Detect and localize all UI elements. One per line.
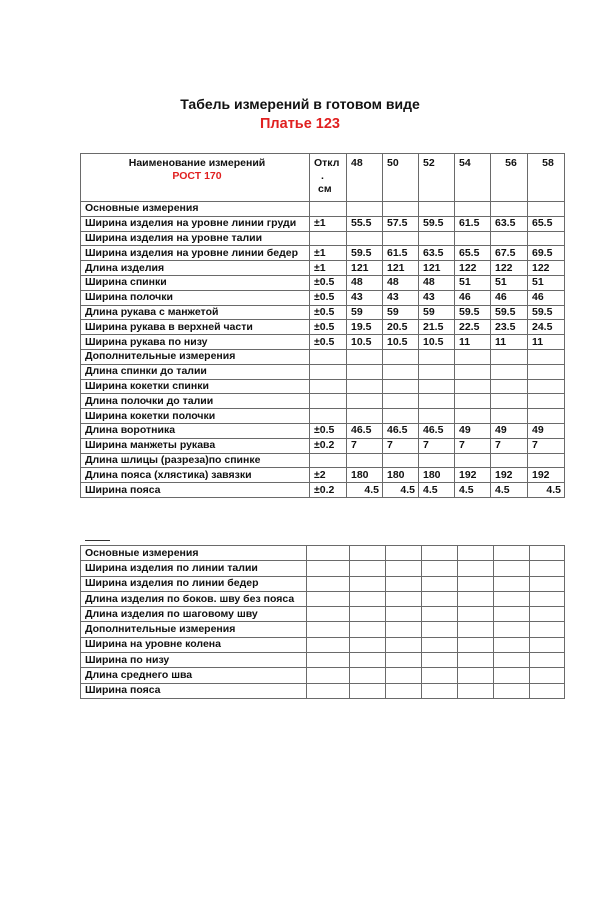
- tolerance-unit: см: [318, 183, 332, 195]
- value-cell: [419, 379, 455, 394]
- value-cell: 11: [455, 335, 491, 350]
- empty-cell: [530, 591, 565, 606]
- empty-cell: [422, 683, 458, 698]
- value-cell: [383, 394, 419, 409]
- value-cell: 46: [491, 290, 528, 305]
- value-cell: 46.5: [347, 423, 383, 438]
- empty-cell: [386, 653, 422, 668]
- empty-cell: [458, 637, 494, 652]
- value-cell: [491, 453, 528, 468]
- empty-cell: [386, 576, 422, 591]
- measurement-name: Ширина манжеты рукава: [81, 438, 310, 453]
- value-cell: [455, 394, 491, 409]
- empty-cell: [530, 607, 565, 622]
- value-cell: 7: [491, 438, 528, 453]
- measurement-name: Ширина полочки: [81, 290, 310, 305]
- value-cell: [347, 394, 383, 409]
- measurement-name: Дополнительные измерения: [81, 349, 310, 364]
- value-cell: [383, 409, 419, 424]
- value-cell: [347, 453, 383, 468]
- empty-cell: [530, 622, 565, 637]
- empty-cell: [386, 637, 422, 652]
- value-cell: 49: [528, 423, 565, 438]
- value-cell: [455, 231, 491, 246]
- table-row: [81, 320, 565, 335]
- empty-cell: [530, 683, 565, 698]
- value-cell: 192: [528, 468, 565, 483]
- empty-cell: [494, 546, 530, 561]
- value-cell: [528, 349, 565, 364]
- value-cell: 4.5: [528, 483, 565, 498]
- value-cell: 122: [455, 261, 491, 276]
- value-cell: 21.5: [419, 320, 455, 335]
- value-cell: [455, 202, 491, 217]
- value-cell: [419, 231, 455, 246]
- size-header-48: 48: [347, 154, 383, 202]
- tolerance-cell: ±0.5: [310, 290, 347, 305]
- value-cell: 59.5: [528, 305, 565, 320]
- measurement-name: Ширина изделия на уровне линии груди: [81, 216, 310, 231]
- table-row: [81, 261, 565, 276]
- tolerance-cell: ±0.5: [310, 305, 347, 320]
- value-cell: 59.5: [491, 305, 528, 320]
- measurement-name: Длина пояса (хлястика) завязки: [81, 468, 310, 483]
- empty-cell: [458, 576, 494, 591]
- empty-cell: [494, 561, 530, 576]
- value-cell: 49: [491, 423, 528, 438]
- value-cell: 180: [419, 468, 455, 483]
- value-cell: 121: [383, 261, 419, 276]
- table-row: [81, 409, 565, 424]
- value-cell: 55.5: [347, 216, 383, 231]
- value-cell: 20.5: [383, 320, 419, 335]
- tolerance-cell: [310, 231, 347, 246]
- tolerance-cell: [310, 379, 347, 394]
- empty-cell: [422, 591, 458, 606]
- size-header-58: 58: [528, 154, 565, 202]
- measurement-name: Ширина рукава в верхней части: [81, 320, 310, 335]
- tolerance-cell: ±1: [310, 246, 347, 261]
- value-cell: 121: [419, 261, 455, 276]
- table-row: [81, 438, 565, 453]
- empty-cell: [458, 622, 494, 637]
- value-cell: 51: [455, 275, 491, 290]
- tolerance-cell: ±1: [310, 216, 347, 231]
- tolerance-cell: ±0.5: [310, 335, 347, 350]
- tolerance-cell: ±0.5: [310, 423, 347, 438]
- tolerance-dot: .: [321, 170, 324, 182]
- table-row: [81, 305, 565, 320]
- value-cell: 51: [491, 275, 528, 290]
- empty-cell: [530, 576, 565, 591]
- measurement-name: Основные измерения: [81, 202, 310, 217]
- tolerance-cell: [310, 202, 347, 217]
- document-title: Табель измерений в готовом виде: [180, 96, 420, 112]
- measurement-name: Ширина изделия по линии бедер: [81, 576, 307, 591]
- value-cell: 63.5: [491, 216, 528, 231]
- empty-cell: [458, 668, 494, 683]
- empty-cell: [458, 546, 494, 561]
- empty-cell: [422, 546, 458, 561]
- measurement-name: Ширина кокетки полочки: [81, 409, 310, 424]
- value-cell: [347, 349, 383, 364]
- empty-cell: [422, 653, 458, 668]
- value-cell: [528, 409, 565, 424]
- measurement-name: Длина изделия: [81, 261, 310, 276]
- empty-cell: [350, 622, 386, 637]
- value-cell: [347, 379, 383, 394]
- empty-cell: [530, 637, 565, 652]
- table-row: [81, 622, 565, 637]
- value-cell: 65.5: [455, 246, 491, 261]
- measurement-name: Ширина изделия на уровне линии бедер: [81, 246, 310, 261]
- value-cell: 51: [528, 275, 565, 290]
- empty-cell: [386, 561, 422, 576]
- name-label: Наименование измерений: [128, 157, 266, 169]
- empty-cell: [530, 668, 565, 683]
- value-cell: 46: [528, 290, 565, 305]
- empty-cell: [307, 653, 350, 668]
- empty-cell: [307, 591, 350, 606]
- tolerance-cell: ±0.5: [310, 320, 347, 335]
- value-cell: [455, 453, 491, 468]
- empty-cell: [350, 546, 386, 561]
- table-row: [81, 290, 565, 305]
- value-cell: 7: [528, 438, 565, 453]
- empty-cell: [350, 683, 386, 698]
- value-cell: [528, 379, 565, 394]
- value-cell: [383, 453, 419, 468]
- empty-cell: [350, 653, 386, 668]
- value-cell: 4.5: [347, 483, 383, 498]
- value-cell: [455, 409, 491, 424]
- tolerance-cell: ±2: [310, 468, 347, 483]
- empty-cell: [307, 546, 350, 561]
- table-row: [81, 349, 565, 364]
- measurement-name: Ширина по низу: [81, 653, 307, 668]
- table-row: [81, 607, 565, 622]
- measurement-name: Ширина пояса: [81, 683, 307, 698]
- value-cell: [419, 349, 455, 364]
- value-cell: 61.5: [455, 216, 491, 231]
- empty-cell: [458, 591, 494, 606]
- value-cell: 59: [383, 305, 419, 320]
- value-cell: [491, 409, 528, 424]
- tolerance-cell: ±0.5: [310, 275, 347, 290]
- empty-cell: [386, 546, 422, 561]
- value-cell: [383, 231, 419, 246]
- size-header-54: 54: [455, 154, 491, 202]
- value-cell: 65.5: [528, 216, 565, 231]
- value-cell: 7: [455, 438, 491, 453]
- empty-cell: [458, 653, 494, 668]
- value-cell: 122: [491, 261, 528, 276]
- value-cell: 22.5: [455, 320, 491, 335]
- value-cell: [528, 364, 565, 379]
- table-row: [81, 468, 565, 483]
- table-row: [81, 216, 565, 231]
- value-cell: [419, 409, 455, 424]
- measurements-table: [80, 153, 565, 498]
- measurement-name: Длина рукава с манжетой: [81, 305, 310, 320]
- empty-cell: [350, 637, 386, 652]
- value-cell: 48: [383, 275, 419, 290]
- table-row: [81, 275, 565, 290]
- value-cell: 43: [383, 290, 419, 305]
- value-cell: [491, 231, 528, 246]
- value-cell: 59.5: [455, 305, 491, 320]
- value-cell: [383, 349, 419, 364]
- table-row: [81, 394, 565, 409]
- table-row: [81, 576, 565, 591]
- value-cell: 7: [419, 438, 455, 453]
- value-cell: 43: [419, 290, 455, 305]
- table-header-row: [81, 154, 565, 202]
- empty-cell: [494, 607, 530, 622]
- measurement-name: Длина среднего шва: [81, 668, 307, 683]
- measurement-name: Ширина изделия на уровне талии: [81, 231, 310, 246]
- empty-cell: [307, 607, 350, 622]
- measurement-name: Длина спинки до талии: [81, 364, 310, 379]
- empty-cell: [494, 622, 530, 637]
- value-cell: 46: [455, 290, 491, 305]
- tolerance-label: Откл: [314, 157, 340, 169]
- measurement-name: Длина изделия по шаговому шву: [81, 607, 307, 622]
- tolerance-cell: [310, 409, 347, 424]
- table-row: [81, 668, 565, 683]
- value-cell: 46.5: [383, 423, 419, 438]
- measurement-name: Длина воротника: [81, 423, 310, 438]
- value-cell: 180: [383, 468, 419, 483]
- table-row: [81, 653, 565, 668]
- value-cell: 10.5: [419, 335, 455, 350]
- empty-cell: [494, 653, 530, 668]
- tolerance-column-header: [310, 154, 347, 202]
- empty-cell: [422, 637, 458, 652]
- table-row: [81, 379, 565, 394]
- empty-cell: [307, 576, 350, 591]
- empty-cell: [307, 622, 350, 637]
- value-cell: 59.5: [347, 246, 383, 261]
- empty-cell: [422, 576, 458, 591]
- empty-cell: [386, 607, 422, 622]
- value-cell: 57.5: [383, 216, 419, 231]
- tolerance-cell: ±0.2: [310, 483, 347, 498]
- value-cell: [383, 202, 419, 217]
- table-row: [81, 335, 565, 350]
- name-column-header: [81, 154, 310, 202]
- value-cell: [491, 364, 528, 379]
- value-cell: [528, 202, 565, 217]
- empty-cell: [422, 607, 458, 622]
- value-cell: 59: [419, 305, 455, 320]
- tolerance-cell: ±1: [310, 261, 347, 276]
- value-cell: 59.5: [419, 216, 455, 231]
- measurement-name: Ширина кокетки спинки: [81, 379, 310, 394]
- value-cell: 69.5: [528, 246, 565, 261]
- empty-cell: [494, 637, 530, 652]
- size-header-56: 56: [491, 154, 528, 202]
- measurement-name: Длина шлицы (разреза)по спинке: [81, 453, 310, 468]
- value-cell: [419, 394, 455, 409]
- table-row: [81, 591, 565, 606]
- empty-cell: [386, 668, 422, 683]
- value-cell: 192: [491, 468, 528, 483]
- value-cell: 59: [347, 305, 383, 320]
- value-cell: 24.5: [528, 320, 565, 335]
- empty-cell: [307, 668, 350, 683]
- value-cell: [491, 349, 528, 364]
- value-cell: 11: [491, 335, 528, 350]
- table-row: [81, 546, 565, 561]
- measurement-name: Ширина на уровне колена: [81, 637, 307, 652]
- table-row: [81, 202, 565, 217]
- empty-cell: [350, 591, 386, 606]
- value-cell: 19.5: [347, 320, 383, 335]
- measurement-name: Основные измерения: [81, 546, 307, 561]
- value-cell: [383, 379, 419, 394]
- value-cell: 121: [347, 261, 383, 276]
- empty-cell: [530, 546, 565, 561]
- table-row: [81, 561, 565, 576]
- empty-cell: [530, 653, 565, 668]
- table-row: [81, 637, 565, 652]
- value-cell: 48: [347, 275, 383, 290]
- tolerance-cell: [310, 394, 347, 409]
- value-cell: 4.5: [491, 483, 528, 498]
- measurement-name: Ширина изделия по линии талии: [81, 561, 307, 576]
- value-cell: 11: [528, 335, 565, 350]
- value-cell: 49: [455, 423, 491, 438]
- table-row: [81, 483, 565, 498]
- value-cell: 10.5: [383, 335, 419, 350]
- value-cell: 7: [383, 438, 419, 453]
- value-cell: [419, 453, 455, 468]
- empty-cell: [386, 591, 422, 606]
- height-label: РОСТ 170: [172, 170, 222, 182]
- tolerance-cell: ±0.2: [310, 438, 347, 453]
- table-row: [81, 683, 565, 698]
- measurement-name: Длина полочки до талии: [81, 394, 310, 409]
- empty-cell: [458, 683, 494, 698]
- value-cell: 180: [347, 468, 383, 483]
- value-cell: [455, 379, 491, 394]
- empty-cell: [350, 561, 386, 576]
- value-cell: [347, 409, 383, 424]
- table-row: [81, 231, 565, 246]
- value-cell: [419, 364, 455, 379]
- value-cell: [491, 379, 528, 394]
- value-cell: [491, 394, 528, 409]
- separator-line: [85, 540, 110, 541]
- tolerance-cell: [310, 453, 347, 468]
- empty-cell: [494, 668, 530, 683]
- empty-cell: [350, 607, 386, 622]
- value-cell: [528, 231, 565, 246]
- value-cell: [383, 364, 419, 379]
- value-cell: 7: [347, 438, 383, 453]
- value-cell: 4.5: [455, 483, 491, 498]
- table-row: [81, 423, 565, 438]
- empty-cell: [350, 576, 386, 591]
- empty-cell: [494, 576, 530, 591]
- empty-cell: [386, 683, 422, 698]
- empty-cell: [458, 561, 494, 576]
- empty-cell: [422, 668, 458, 683]
- empty-cell: [350, 668, 386, 683]
- empty-cell: [307, 683, 350, 698]
- tolerance-cell: [310, 364, 347, 379]
- value-cell: 4.5: [383, 483, 419, 498]
- empty-cell: [386, 622, 422, 637]
- table-row: [81, 364, 565, 379]
- measurement-name: Длина изделия по боков. шву без пояса: [81, 591, 307, 606]
- value-cell: 48: [419, 275, 455, 290]
- value-cell: 67.5: [491, 246, 528, 261]
- value-cell: [528, 394, 565, 409]
- table-row: [81, 246, 565, 261]
- value-cell: [347, 231, 383, 246]
- value-cell: [455, 364, 491, 379]
- additional-measurements-table: [80, 545, 565, 699]
- empty-cell: [494, 591, 530, 606]
- value-cell: 10.5: [347, 335, 383, 350]
- value-cell: 192: [455, 468, 491, 483]
- value-cell: 23.5: [491, 320, 528, 335]
- value-cell: 122: [528, 261, 565, 276]
- table-row: [81, 453, 565, 468]
- value-cell: [347, 364, 383, 379]
- value-cell: [347, 202, 383, 217]
- empty-cell: [530, 561, 565, 576]
- size-header-50: 50: [383, 154, 419, 202]
- tolerance-cell: [310, 349, 347, 364]
- empty-cell: [422, 622, 458, 637]
- empty-cell: [307, 561, 350, 576]
- value-cell: [491, 202, 528, 217]
- size-header-52: 52: [419, 154, 455, 202]
- value-cell: 63.5: [419, 246, 455, 261]
- measurement-name: Дополнительные измерения: [81, 622, 307, 637]
- empty-cell: [458, 607, 494, 622]
- empty-cell: [307, 637, 350, 652]
- document-subtitle: Платье 123: [260, 116, 340, 132]
- measurement-name: Ширина пояса: [81, 483, 310, 498]
- value-cell: [455, 349, 491, 364]
- measurement-name: Ширина рукава по низу: [81, 335, 310, 350]
- value-cell: 61.5: [383, 246, 419, 261]
- empty-cell: [422, 561, 458, 576]
- value-cell: [528, 453, 565, 468]
- value-cell: 43: [347, 290, 383, 305]
- value-cell: [419, 202, 455, 217]
- value-cell: 4.5: [419, 483, 455, 498]
- value-cell: 46.5: [419, 423, 455, 438]
- measurement-name: Ширина спинки: [81, 275, 310, 290]
- empty-cell: [494, 683, 530, 698]
